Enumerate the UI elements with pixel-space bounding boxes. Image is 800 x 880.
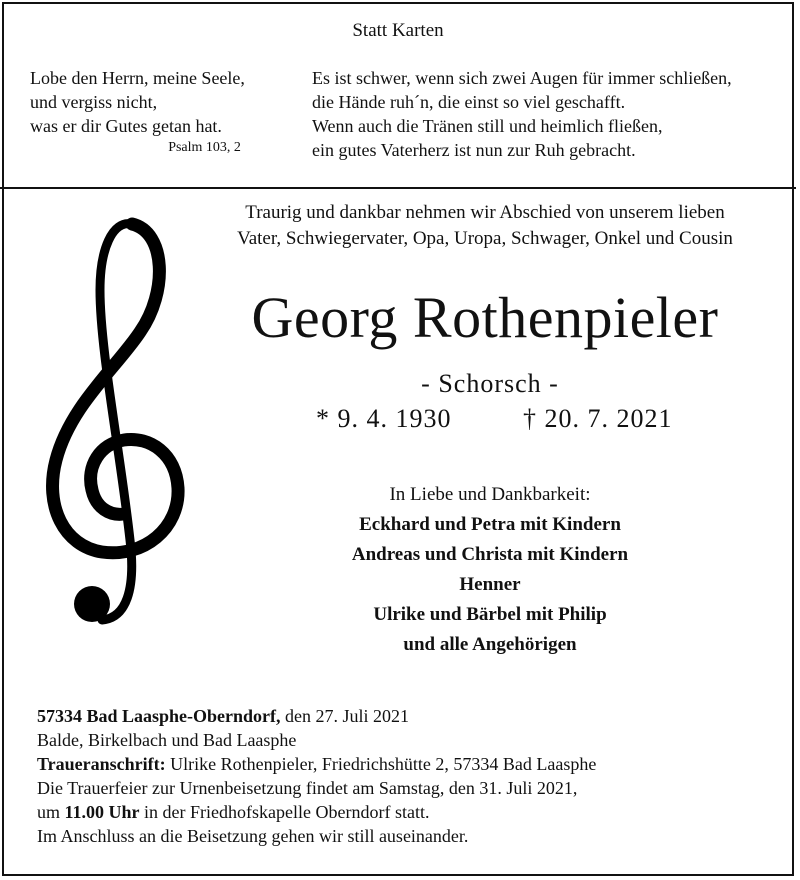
birth-date: * 9. 4. 1930 <box>316 404 452 433</box>
places-line: Balde, Birkelbach und Bad Laasphe <box>37 730 297 750</box>
family-member: Henner <box>459 574 521 595</box>
treble-clef-icon <box>40 210 186 640</box>
address: Ulrike Rothenpieler, Friedrichshütte 2, 57334 Bad Laasphe <box>165 754 597 774</box>
family-list <box>190 480 790 660</box>
notice-header: Statt Karten <box>352 20 444 41</box>
psalm-line: was er dir Gutes getan hat. <box>30 116 222 136</box>
place-date-line <box>37 704 777 728</box>
intro-text <box>190 200 780 252</box>
family-member: Andreas und Christa mit Kindern <box>351 544 629 565</box>
poem-line: die Hände ruh´n, die einst so viel geschafft. <box>312 92 626 112</box>
poem-line: Wenn auch die Tränen still und heimlich fließen, <box>312 116 663 136</box>
deceased-nickname: - Schorsch - <box>421 369 559 398</box>
psalm-reference: Psalm 103, 2 <box>168 140 241 155</box>
family-member: Ulrike und Bärbel mit Philip <box>373 604 607 625</box>
family-member: Eckhard und Petra mit Kindern <box>359 514 621 535</box>
date: den 27. Juli 2021 <box>280 706 410 726</box>
family-intro: In Liebe und Dankbarkeit: <box>389 484 591 505</box>
ceremony-suffix: in der Friedhofskapelle Oberndorf statt. <box>139 802 430 822</box>
divider <box>0 187 796 189</box>
address-line <box>37 752 777 776</box>
ceremony-time-line <box>37 800 777 824</box>
death-date: † 20. 7. 2021 <box>523 404 673 433</box>
closing-line: Im Anschluss an die Beisetzung gehen wir still auseinander. <box>37 826 469 846</box>
poem-line: ein gutes Vaterherz ist nun zur Ruh gebracht. <box>312 140 636 160</box>
deceased-name: Georg Rothenpieler <box>251 285 719 350</box>
poem <box>312 66 732 162</box>
psalm-quote <box>30 66 245 160</box>
footer-details <box>37 704 777 848</box>
place: 57334 Bad Laasphe-Oberndorf, <box>37 706 281 726</box>
psalm-line: Lobe den Herrn, meine Seele, <box>30 68 245 88</box>
ceremony-line: Die Trauerfeier zur Urnenbeisetzung findet am Samstag, den 31. Juli 2021, <box>37 778 578 798</box>
poem-line: Es ist schwer, wenn sich zwei Augen für immer schließen, <box>312 68 732 88</box>
ceremony-time: 11.00 Uhr <box>64 802 140 822</box>
intro-line: Traurig und dankbar nehmen wir Abschied von unserem lieben <box>245 202 725 223</box>
psalm-line: und vergiss nicht, <box>30 92 158 112</box>
address-label: Traueranschrift: <box>37 754 166 774</box>
family-member: und alle Angehörigen <box>403 634 577 655</box>
ceremony-prefix: um <box>37 802 65 822</box>
intro-line: Vater, Schwiegervater, Opa, Uropa, Schwager, Onkel und Cousin <box>237 228 733 249</box>
